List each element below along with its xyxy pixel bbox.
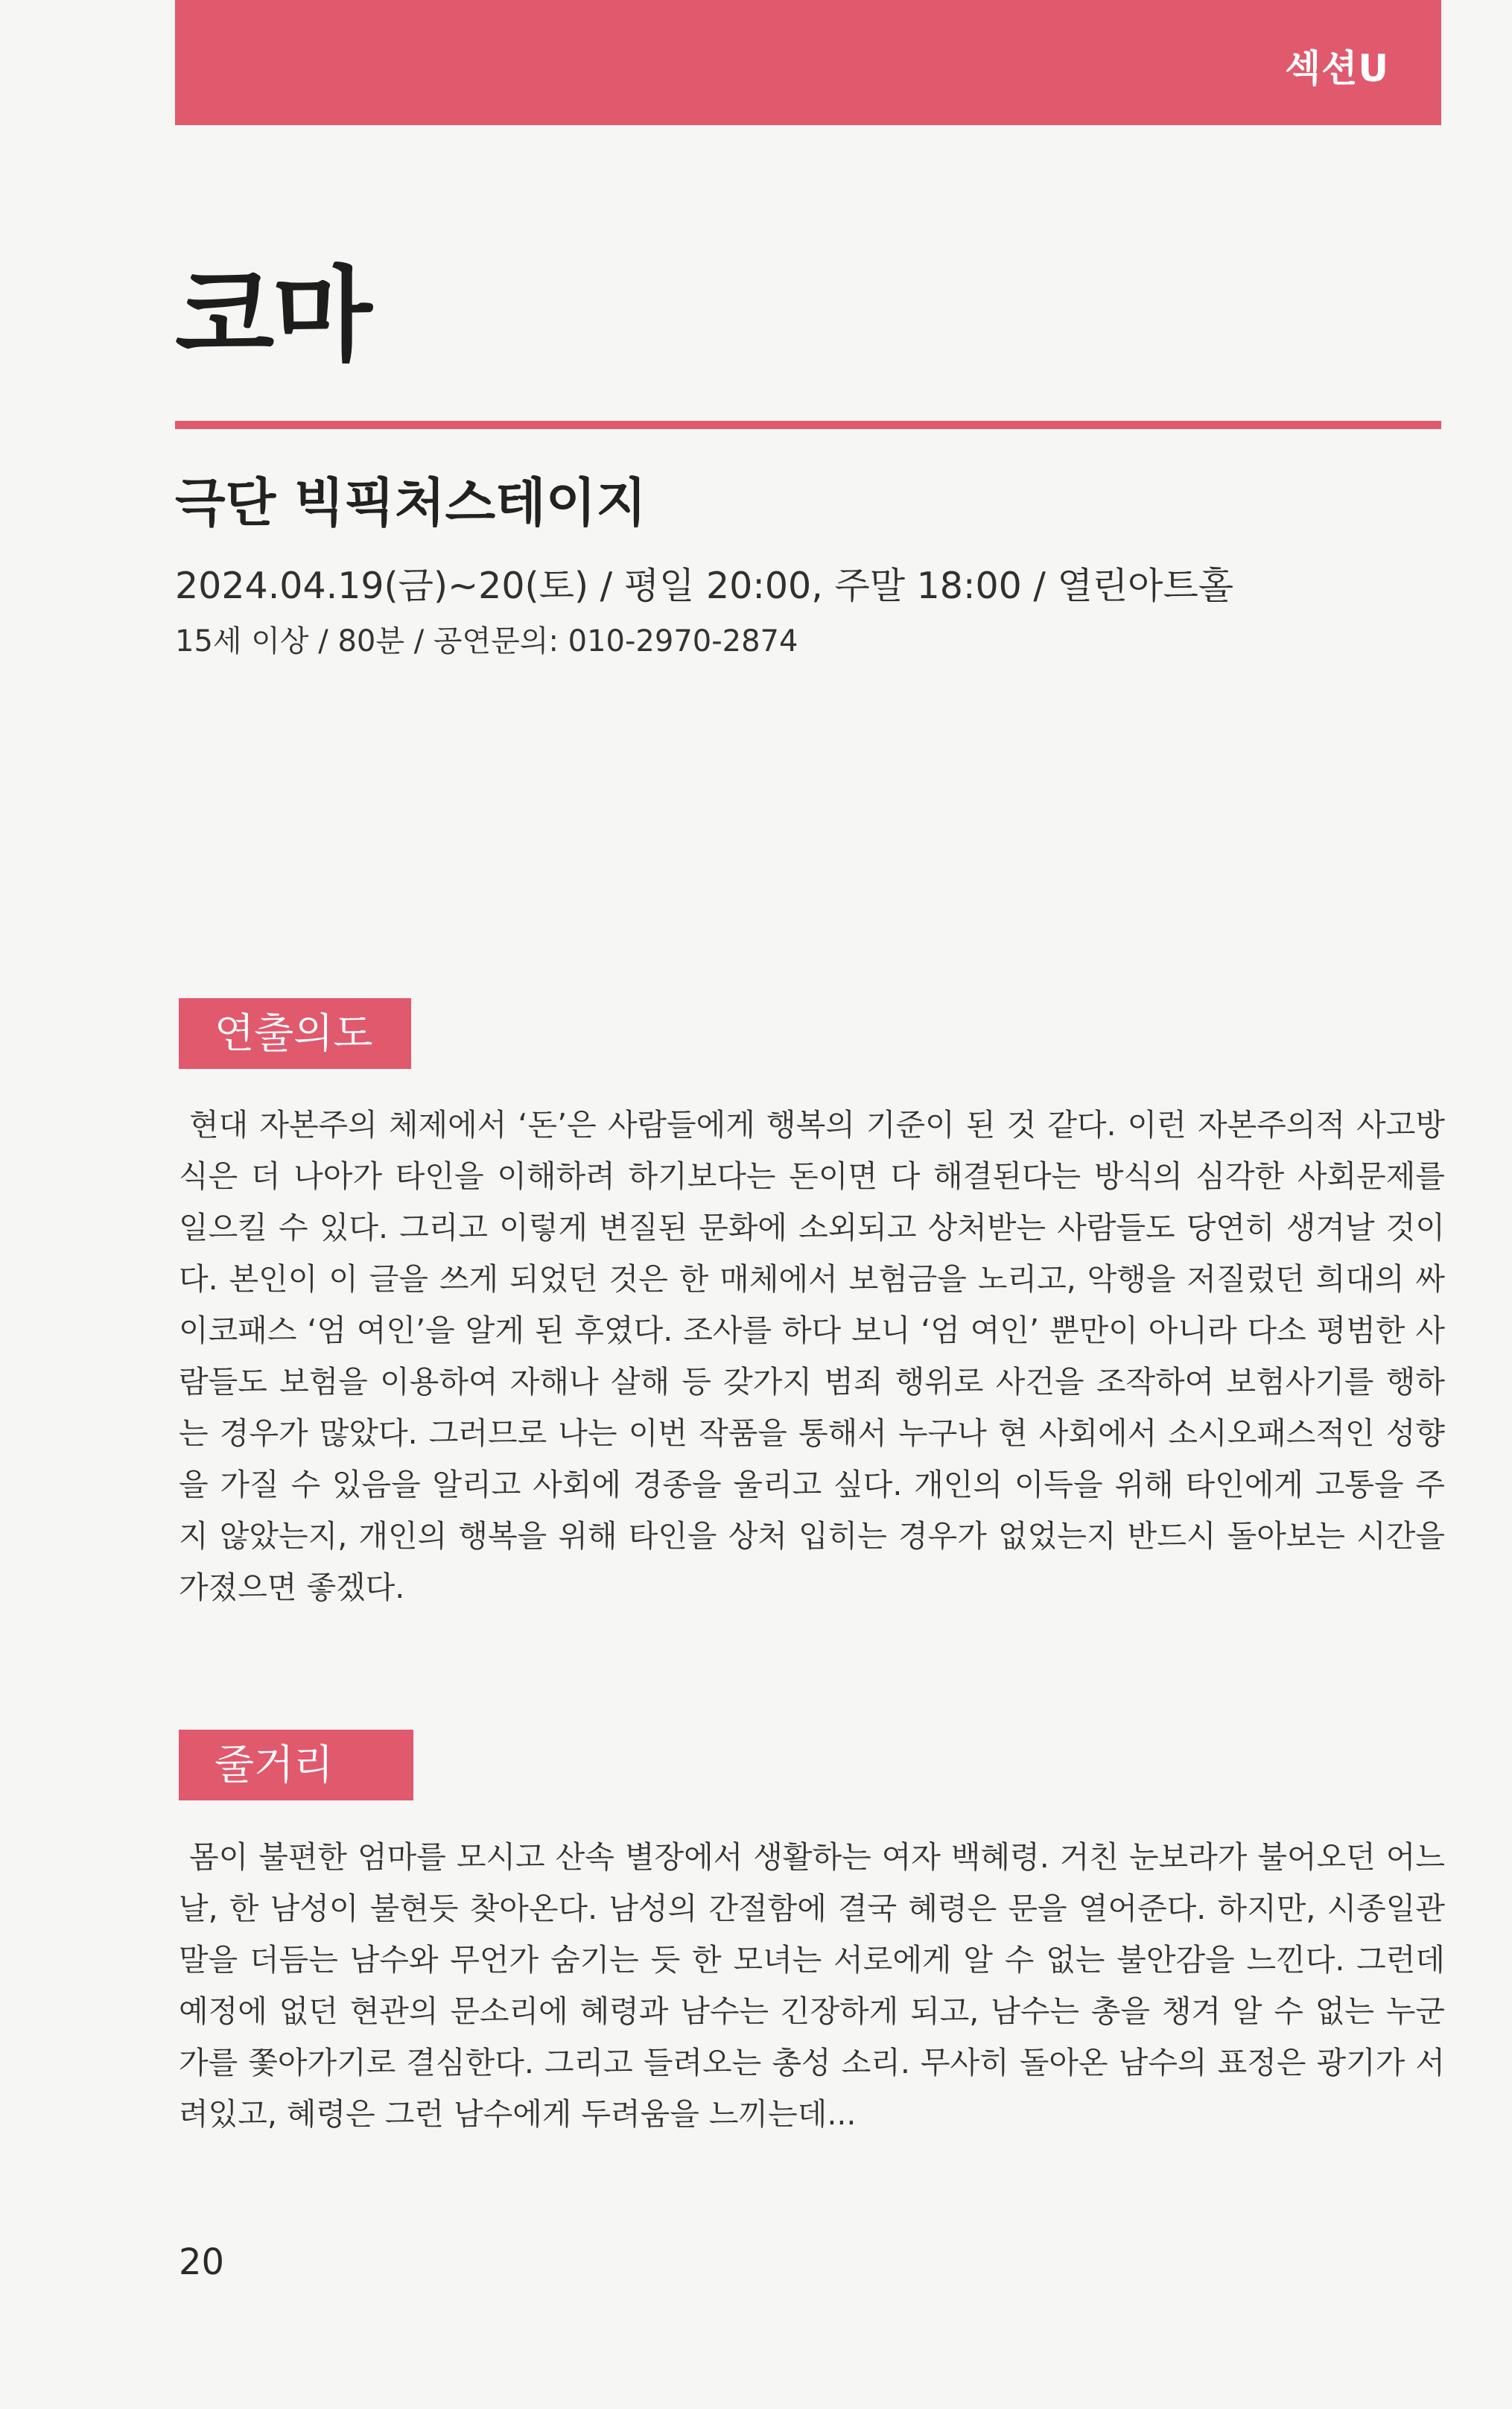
performance-info: 15세 이상 / 80분 / 공연문의: 010-2970-2874 — [175, 624, 798, 658]
top-banner — [175, 0, 1441, 125]
direction-text: 현대 자본주의 체제에서 ‘돈’은 사람들에게 행복의 기준이 된 것 같다. 이런 자본주의적 사고방식은 더 나아가 타인을 이해하려 하기보다는 돈이면 다 해결된다는 방식의 심각한 사회문제를 일으킬 수 있다. 그리고 이렇게 변질된 문화에 소외되고 상처받는 사람들도 당연히 생겨날 것이다. 본인이 이 글을 쓰게 되었던 것은 한 매체에서 보험금을 노리고, 악행을 저질렀던 희대의 싸이코패스 ‘엄 여인’을 알게 된 후였다. 조사를 하다 보니 ‘엄 여인’ 뿐만이 아니라 다소 평범한 사람들도 보험을 이용하여 자해나 살해 등 갖가지 범죄 행위로 사건을 조작하여 보험사기를 행하는 경우가 많았다. 그러므로 나는 이번 작품을 통해서 누구나 현 사회에서 소시오패스적인 성향을 가질 수 있음을 알리고 사회에 경종을 울리고 싶다. 개인의 이득을 위해 타인에게 고통을 주지 않았는지, 개인의 행복을 위해 타인을 상처 입히는 경우가 없었는지 반드시 돌아보는 시간을 가졌으면 좋겠다. — [179, 1107, 1445, 1605]
section-label: 섹션U — [1284, 47, 1389, 90]
performance-schedule: 2024.04.19(금)~20(토) / 평일 20:00, 주말 18:00 / 열린아트홀 — [175, 565, 1234, 607]
theatre-company: 극단 빅픽처스테이지 — [175, 472, 647, 533]
section-heading-plot: 줄거리 — [179, 1730, 413, 1800]
title-divider — [175, 421, 1441, 429]
section-heading-direction: 연출의도 — [179, 998, 411, 1069]
page-number: 20 — [179, 2241, 225, 2283]
plot-text: 몸이 불편한 엄마를 모시고 산속 별장에서 생활하는 여자 백혜령. 거친 눈보라가 불어오던 어느 날, 한 남성이 불현듯 찾아온다. 남성의 간절함에 결국 혜령은 문을 열어준다. 하지만, 시종일관 말을 더듬는 남수와 무언가 숨기는 듯 한 모녀는 서로에게 알 수 없는 불안감을 느낀다. 그런데 예정에 없던 현관의 문소리에 혜령과 남수는 긴장하게 되고, 남수는 총을 챙겨 알 수 없는 누군가를 쫓아가기로 결심한다. 그리고 들려오는 총성 소리. 무사히 돌아온 남수의 표정은 광기가 서려있고, 혜령은 그런 남수에게 두려움을 느끼는데... — [179, 1839, 1445, 2132]
page-title: 코마 — [175, 256, 371, 375]
